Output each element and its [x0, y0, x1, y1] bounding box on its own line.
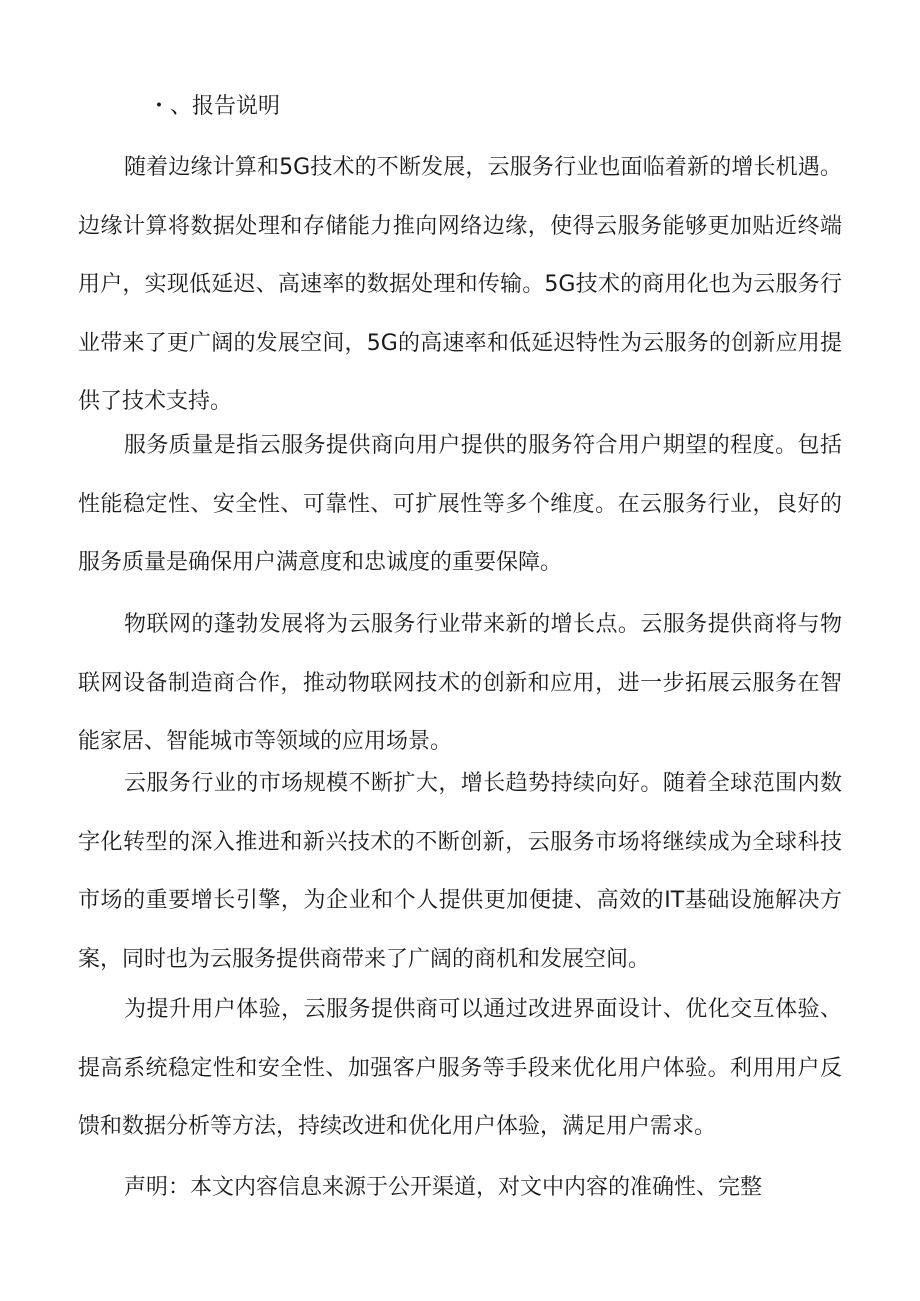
section-heading: ・、报告说明 — [148, 94, 281, 119]
paragraph-5g-edge: 随着边缘计算和5G技术的不断发展，云服务行业也面临着新的增长机遇。边缘计算将数据处理和存储能力推向网络边缘，使得云服务能够更加贴近终端用户，实现低延迟、高速率的数据处理和传输。5G技术的商用化也为云服务行业带来了更广阔的发展空间，5G的高速率和低延迟特性为云服务的创新应用提供了技术支持。 — [78, 155, 842, 414]
paragraph-market-scale: 云服务行业的市场规模不断扩大，增长趋势持续向好。随着全球范围内数字化转型的深入推进和新兴技术的不断创新，云服务市场将继续成为全球科技市场的重要增长引擎，为企业和个人提供更加便捷、高效的IT基础设施解决方案，同时也为云服务提供商带来了广阔的商机和发展空间。 — [78, 771, 842, 972]
paragraph-service-quality: 服务质量是指云服务提供商向用户提供的服务符合用户期望的程度。包括性能稳定性、安全性、可靠性、可扩展性等多个维度。在云服务行业，良好的服务质量是确保用户满意度和忠诚度的重要保障。 — [78, 433, 842, 575]
paragraph-user-experience: 为提升用户体验，云服务提供商可以通过改进界面设计、优化交互体验、提高系统稳定性和安全性、加强客户服务等手段来优化用户体验。利用用户反馈和数据分析等方法，持续改进和优化用户体验，满足用户需求。 — [78, 997, 842, 1139]
paragraph-iot: 物联网的蓬勃发展将为云服务行业带来新的增长点。云服务提供商将与物联网设备制造商合作，推动物联网技术的创新和应用，进一步拓展云服务在智能家居、智能城市等领域的应用场景。 — [78, 612, 842, 754]
paragraph-disclaimer: 声明：本文内容信息来源于公开渠道，对文中内容的准确性、完整 — [124, 1175, 763, 1200]
